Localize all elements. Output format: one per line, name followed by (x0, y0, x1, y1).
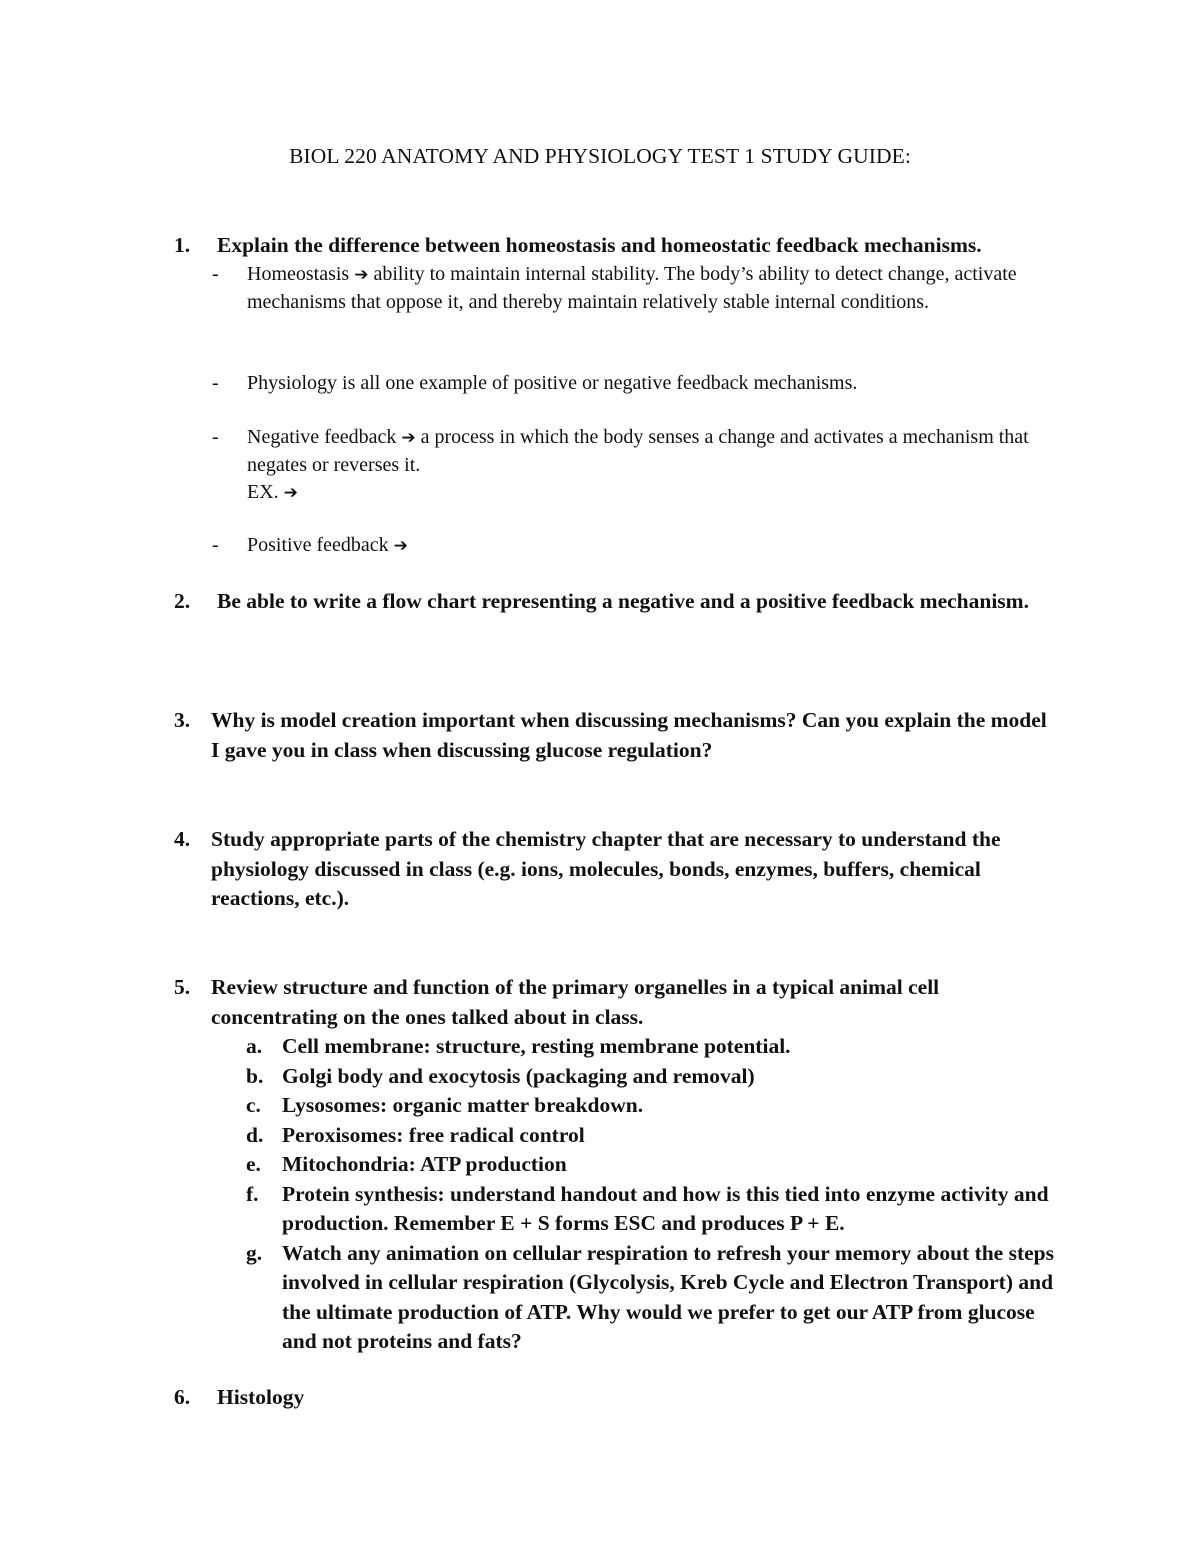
list-item-letter: d. (246, 1122, 264, 1147)
bullet-dash: - (212, 372, 219, 394)
bullet-text (247, 532, 1032, 560)
list-item-text: Cell membrane: structure, resting membrane potential. (282, 1034, 791, 1058)
list-item (246, 1032, 1056, 1062)
arrow-right-icon: ➔ (401, 428, 416, 448)
bullet-dash: - (212, 534, 219, 556)
question-number: 6. (174, 1385, 191, 1409)
arrow-right-icon: ➔ (393, 536, 408, 556)
list-item-text: Protein synthesis: understand handout and how is this tied into enzyme activity and production. Remember E + S forms ESC and produces P + E. (282, 1181, 1049, 1235)
question-6 (174, 1383, 1054, 1413)
list-item-text: Golgi body and exocytosis (packaging and removal) (282, 1063, 755, 1088)
bullet-text (247, 261, 1032, 316)
list-item (246, 1062, 1056, 1092)
list-item-letter: g. (246, 1240, 263, 1265)
example-line (247, 479, 1032, 507)
bullet-negative-feedback (212, 424, 1032, 507)
arrow-right-icon: ➔ (283, 483, 298, 503)
question-text: Explain the difference between homeostasis and homeostatic feedback mechanisms. (217, 233, 982, 257)
page-title: BIOL 220 ANATOMY AND PHYSIOLOGY TEST 1 STUDY GUIDE: (289, 144, 911, 168)
bullet-rest: ability to maintain internal stability. The body’s ability to detect change, activate mechanisms that oppose it, and thereby maintain relatively stable internal conditions. (247, 263, 1017, 313)
question-number: 4. (174, 827, 191, 851)
list-item (246, 1180, 1056, 1239)
bullet-rest: a process in which the body senses a change and activates a mechanism that negates or reverses it. (247, 426, 1029, 476)
arrow-right-icon: ➔ (354, 265, 369, 285)
list-item (246, 1121, 1056, 1151)
list-item-text: Peroxisomes: free radical control (282, 1122, 585, 1147)
bullet-physiology (212, 370, 1032, 397)
question-number: 2. (174, 589, 191, 613)
list-item (246, 1239, 1056, 1357)
question-2 (174, 587, 1054, 617)
question-4 (174, 825, 1054, 914)
bullet-dash: - (212, 426, 219, 448)
question-3 (174, 706, 1054, 765)
list-item-letter: a. (246, 1034, 263, 1058)
organelle-list (246, 1032, 1056, 1357)
list-item (246, 1150, 1056, 1180)
bullet-lead: Positive feedback (247, 534, 389, 556)
list-item-letter: f. (246, 1181, 259, 1206)
bullet-text: Physiology is all one example of positive or negative feedback mechanisms. (247, 372, 858, 394)
question-text: Study appropriate parts of the chemistry chapter that are necessary to understand the physiology discussed in class (e.g. ions, molecules, bonds, enzymes, buffers, chemical reactions, etc.). (211, 827, 1001, 910)
question-5 (174, 973, 1054, 1032)
list-item-text: Watch any animation on cellular respiration to refresh your memory about the steps involved in cellular respiration (Glycolysis, Kreb Cycle and Electron Transport) and the ultimate production of ATP. Why would we prefer to get our ATP from glucose and not proteins and fats? (282, 1240, 1054, 1353)
list-item-letter: c. (246, 1093, 261, 1117)
question-text: Why is model creation important when discussing mechanisms? Can you explain the model I gave you in class when discussing glucose regulation? (211, 708, 1047, 762)
list-item-text: Mitochondria: ATP production (282, 1152, 567, 1176)
question-text: Histology (217, 1385, 305, 1409)
question-1 (174, 231, 1054, 261)
bullet-homeostasis (212, 261, 1032, 316)
bullet-lead: Negative feedback (247, 426, 397, 448)
question-number: 1. (174, 233, 191, 257)
question-text: Be able to write a flow chart representing a negative and a positive feedback mechanism. (217, 589, 1029, 613)
list-item-letter: e. (246, 1152, 261, 1176)
list-item-letter: b. (246, 1063, 264, 1088)
bullet-lead: Homeostasis (247, 263, 350, 285)
list-item (246, 1091, 1056, 1121)
list-item-text: Lysosomes: organic matter breakdown. (282, 1093, 644, 1117)
example-label: EX. (247, 481, 279, 503)
bullet-positive-feedback (212, 532, 1032, 560)
question-number: 3. (174, 708, 191, 732)
question-text: Review structure and function of the primary organelles in a typical animal cell concentrating on the ones talked about in class. (211, 975, 940, 1029)
question-number: 5. (174, 975, 191, 999)
bullet-text (247, 424, 1032, 507)
bullet-dash: - (212, 263, 219, 285)
